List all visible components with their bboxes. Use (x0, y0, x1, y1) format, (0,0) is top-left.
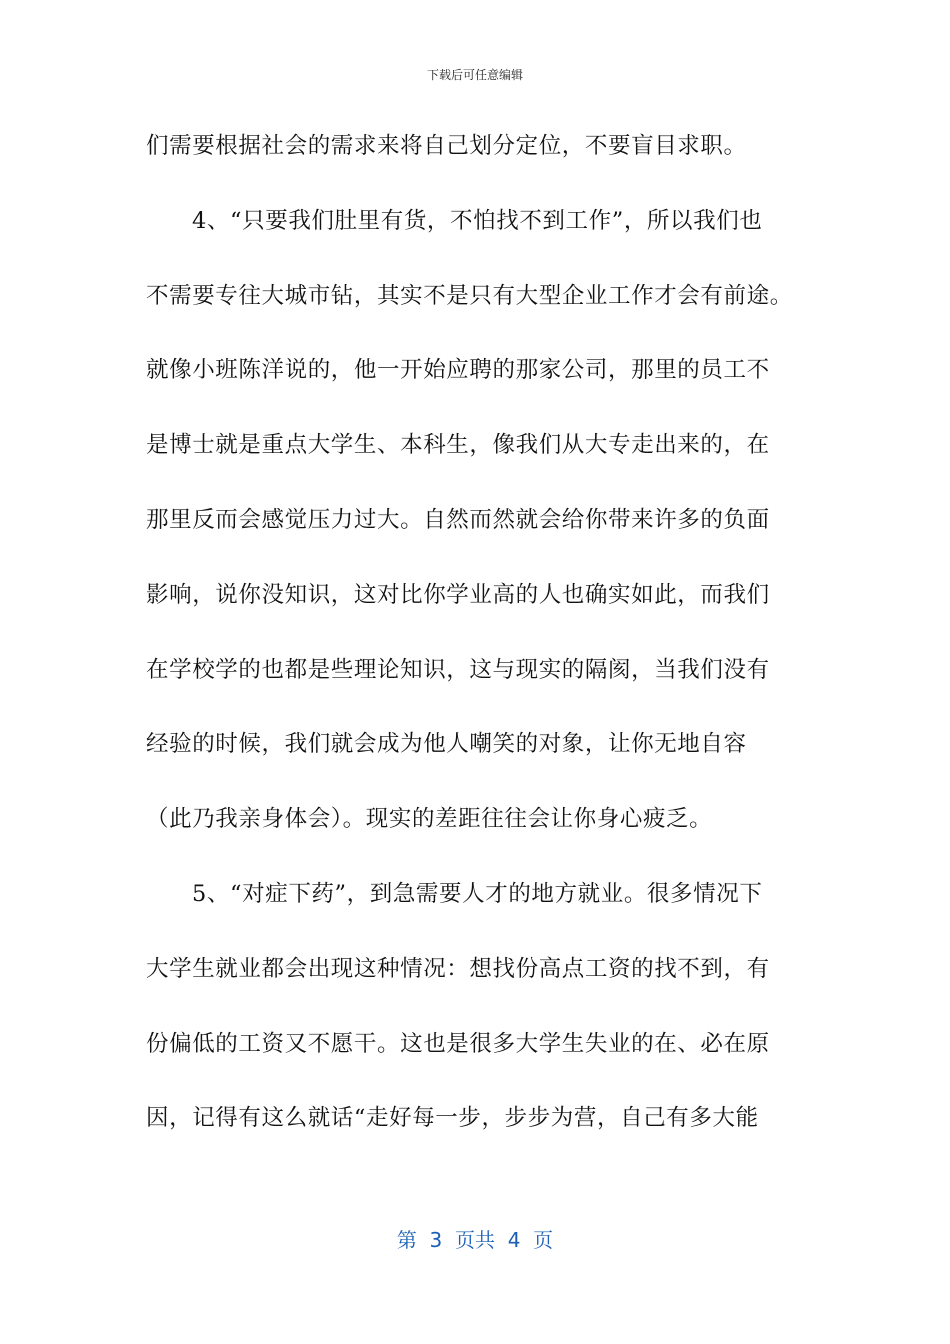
body-line: 在学校学的也都是些理论知识，这与现实的隔阂，当我们没有 (146, 656, 770, 683)
body-line: 4、“只要我们肚里有货，不怕找不到工作”，所以我们也 (192, 207, 763, 234)
body-line: （此乃我亲身体会）。现实的差距往往会让你身心疲乏。 (146, 806, 713, 833)
body-line: 因，记得有这么就话“走好每一步，步步为营，自己有多大能 (146, 1105, 759, 1132)
body-line: 就像小班陈洋说的，他一开始应聘的那家公司，那里的员工不 (146, 357, 770, 384)
document-body (146, 118, 806, 1165)
body-line: 是博士就是重点大学生、本科生，像我们从大专走出来的，在 (146, 432, 770, 459)
page-number-footer: 第 3 页共 4 页 (396, 1228, 554, 1252)
body-line: 5、“对症下药”，到急需要人才的地方就业。很多情况下 (192, 880, 763, 907)
body-line: 们需要根据社会的需求来将自己划分定位，不要盲目求职。 (146, 133, 747, 159)
body-line: 那里反而会感觉压力过大。自然而然就会给你带来许多的负面 (146, 506, 770, 533)
body-line: 经验的时候，我们就会成为他人嘲笑的对象，让你无地自容 (146, 731, 747, 758)
body-line: 大学生就业都会出现这种情况：想找份高点工资的找不到，有 (146, 955, 770, 982)
body-line: 影响，说你没知识，这对比你学业高的人也确实如此，而我们 (146, 581, 770, 608)
body-line: 不需要专往大城市钻，其实不是只有大型企业工作才会有前途。 (146, 282, 793, 309)
page-header: 下载后可任意编辑 (426, 68, 523, 82)
body-line: 份偏低的工资又不愿干。这也是很多大学生失业的在、必在原 (146, 1030, 770, 1057)
